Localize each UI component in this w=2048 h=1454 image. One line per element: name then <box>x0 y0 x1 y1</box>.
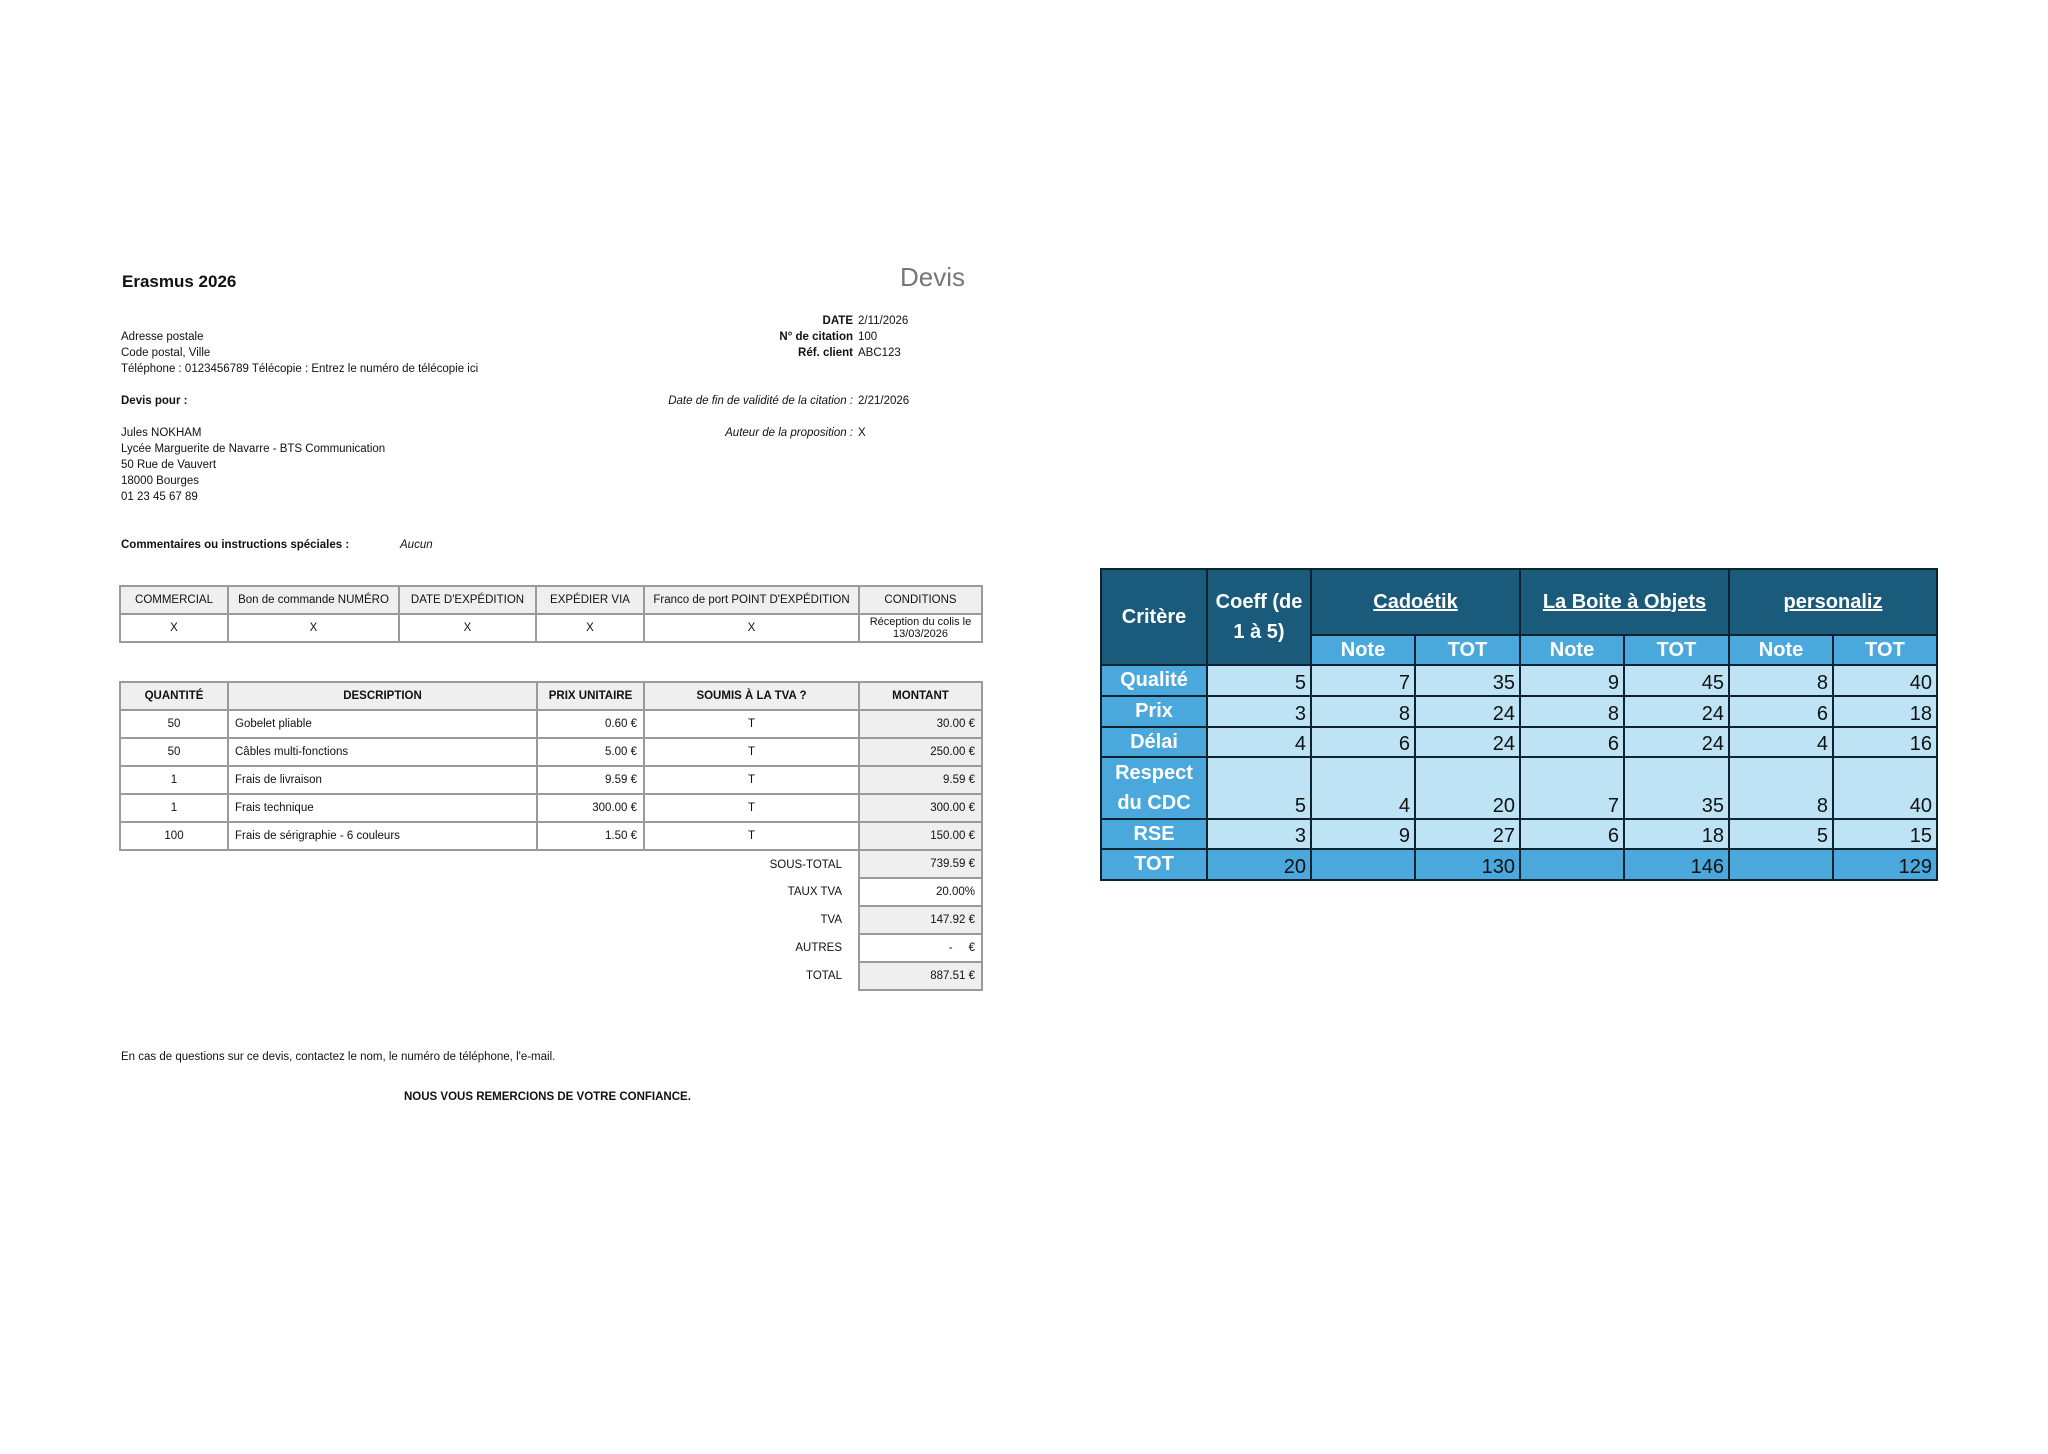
coeff-cell: 20 <box>1207 849 1311 880</box>
tax-value: 147.92 € <box>859 906 982 934</box>
comparison-total-row <box>1101 849 1937 880</box>
item-row <box>120 738 982 766</box>
score-cell: 16 <box>1833 727 1937 757</box>
note-header: Note <box>1311 635 1415 665</box>
score-cell: 40 <box>1833 757 1937 819</box>
score-cell: 7 <box>1520 757 1624 819</box>
coeff-header-line: Coeff (de <box>1215 591 1303 613</box>
shipping-value-row <box>120 614 982 642</box>
totals-row <box>120 962 982 990</box>
score-cell: 8 <box>1729 665 1833 696</box>
recipient-line: 18000 Bourges <box>121 475 200 487</box>
coeff-cell: 4 <box>1207 727 1311 757</box>
item-qty: 50 <box>120 738 228 766</box>
score-cell: 18 <box>1833 696 1937 727</box>
total-label: TOTAL <box>806 970 842 982</box>
score-cell: 40 <box>1833 665 1937 696</box>
supplier-name: La Boite à Objets <box>1542 590 1707 613</box>
shipping-header-cell: Bon de commande NUMÉRO <box>228 586 399 614</box>
supplier-header <box>1311 569 1520 635</box>
comparison-header-row <box>1101 569 1937 635</box>
item-qty: 100 <box>120 822 228 850</box>
item-unit-price: 300.00 € <box>537 794 644 822</box>
criterion-cell: Prix <box>1101 696 1207 727</box>
coeff-cell: 5 <box>1207 665 1311 696</box>
items-header-cell: QUANTITÉ <box>120 682 228 710</box>
score-cell: 6 <box>1729 696 1833 727</box>
date-label: DATE <box>822 315 853 327</box>
totals-row <box>120 934 982 962</box>
score-cell: 6 <box>1520 727 1624 757</box>
item-desc: Frais technique <box>228 794 537 822</box>
item-tva: T <box>644 794 859 822</box>
validity-label: Date de fin de validité de la citation : <box>668 395 853 407</box>
supplier-header <box>1520 569 1729 635</box>
shipping-header-cell: CONDITIONS <box>859 586 982 614</box>
shipping-table <box>119 585 983 643</box>
shipping-header-cell: COMMERCIAL <box>120 586 228 614</box>
score-cell: 35 <box>1415 665 1520 696</box>
address-line: Code postal, Ville <box>121 347 211 359</box>
shipping-header-cell: DATE D'EXPÉDITION <box>399 586 536 614</box>
item-desc: Frais de sérigraphie - 6 couleurs <box>228 822 537 850</box>
criterion-line: du CDC <box>1117 792 1191 814</box>
item-row <box>120 710 982 738</box>
document-title: Devis <box>900 262 966 292</box>
score-cell: 9 <box>1311 819 1415 849</box>
items-table <box>119 681 983 991</box>
coeff-header-line: 1 à 5) <box>1233 621 1285 643</box>
address-line: Adresse postale <box>121 331 204 343</box>
item-qty: 50 <box>120 710 228 738</box>
shipping-header-cell: EXPÉDIER VIA <box>536 586 644 614</box>
score-cell: 45 <box>1624 665 1729 696</box>
thanks-line: NOUS VOUS REMERCIONS DE VOTRE CONFIANCE. <box>404 1091 691 1103</box>
score-cell: 4 <box>1729 727 1833 757</box>
tax-rate-value: 20.00% <box>859 878 982 906</box>
company-name: Erasmus 2026 <box>122 272 237 291</box>
criterion-cell <box>1101 757 1207 819</box>
items-header-cell: MONTANT <box>859 682 982 710</box>
item-amount: 250.00 € <box>859 738 982 766</box>
shipping-header-cell: Franco de port POINT D'EXPÉDITION <box>644 586 859 614</box>
score-cell: 146 <box>1624 849 1729 880</box>
comparison-row <box>1101 819 1937 849</box>
recipient-line: 50 Rue de Vauvert <box>121 459 217 471</box>
meta-values <box>858 313 908 361</box>
totals-row <box>120 906 982 934</box>
item-unit-price: 5.00 € <box>537 738 644 766</box>
criterion-cell: Qualité <box>1101 665 1207 696</box>
score-cell: 8 <box>1520 696 1624 727</box>
score-cell <box>1311 849 1415 880</box>
score-cell: 24 <box>1415 696 1520 727</box>
item-desc: Gobelet pliable <box>228 710 537 738</box>
score-cell: 7 <box>1311 665 1415 696</box>
citation-value: 100 <box>858 331 878 343</box>
score-cell <box>1520 849 1624 880</box>
validity-value: 2/21/2026 <box>858 395 910 407</box>
score-cell: 35 <box>1624 757 1729 819</box>
recipient-block <box>121 425 385 505</box>
items-header-row <box>120 682 982 710</box>
item-desc: Frais de livraison <box>228 766 537 794</box>
item-amount: 300.00 € <box>859 794 982 822</box>
item-desc: Câbles multi-fonctions <box>228 738 537 766</box>
items-header-cell: PRIX UNITAIRE <box>537 682 644 710</box>
criterion-header: Critère <box>1101 569 1207 665</box>
item-tva: T <box>644 766 859 794</box>
item-row <box>120 794 982 822</box>
address-line: Téléphone : 0123456789 Télécopie : Entrez le numéro de télécopie ici <box>121 363 479 375</box>
citation-label: N° de citation <box>779 331 853 343</box>
item-row <box>120 822 982 850</box>
item-unit-price: 0.60 € <box>537 710 644 738</box>
recipient-line: Lycée Marguerite de Navarre - BTS Communication <box>121 443 386 455</box>
supplier-name: personaliz <box>1783 590 1883 613</box>
totals-row <box>120 878 982 906</box>
comments-label: Commentaires ou instructions spéciales : <box>121 539 350 551</box>
shipping-value-cell: X <box>120 614 228 642</box>
score-cell: 8 <box>1311 696 1415 727</box>
score-cell: 8 <box>1729 757 1833 819</box>
date-value: 2/11/2026 <box>858 315 909 327</box>
note-header: Note <box>1729 635 1833 665</box>
shipping-value-cell: X <box>228 614 399 642</box>
author-label: Auteur de la proposition : <box>725 427 853 439</box>
sender-address <box>121 329 478 377</box>
item-tva: T <box>644 738 859 766</box>
other-value: - € <box>859 934 982 962</box>
score-cell: 4 <box>1311 757 1415 819</box>
client-ref-value: ABC123 <box>858 347 901 359</box>
meta-labels <box>650 313 853 361</box>
items-header-cell: DESCRIPTION <box>228 682 537 710</box>
score-cell: 24 <box>1415 727 1520 757</box>
score-cell: 18 <box>1624 819 1729 849</box>
score-cell: 130 <box>1415 849 1520 880</box>
client-ref-label: Réf. client <box>798 347 853 359</box>
score-cell: 6 <box>1311 727 1415 757</box>
tot-header: TOT <box>1415 635 1520 665</box>
comparison-row <box>1101 757 1937 819</box>
comments-value: Aucun <box>400 539 433 551</box>
tax-label: TVA <box>820 914 842 926</box>
shipping-value-cell: X <box>536 614 644 642</box>
score-cell: 6 <box>1520 819 1624 849</box>
shipping-value-cell: X <box>644 614 859 642</box>
coeff-cell: 3 <box>1207 819 1311 849</box>
totals-row <box>120 850 982 878</box>
quote-for-label: Devis pour : <box>121 395 188 407</box>
item-qty: 1 <box>120 794 228 822</box>
shipping-conditions-cell: Réception du colis le 13/03/2026 <box>859 614 982 642</box>
tax-rate-label: TAUX TVA <box>787 886 842 898</box>
shipping-header-row <box>120 586 982 614</box>
quote-document <box>0 0 1000 1454</box>
comparison-row <box>1101 665 1937 696</box>
tot-header: TOT <box>1833 635 1937 665</box>
item-row <box>120 766 982 794</box>
item-unit-price: 9.59 € <box>537 766 644 794</box>
score-cell: 20 <box>1415 757 1520 819</box>
supplier-comparison-table <box>1100 568 1938 881</box>
score-cell: 9 <box>1520 665 1624 696</box>
score-cell <box>1729 849 1833 880</box>
item-amount: 150.00 € <box>859 822 982 850</box>
supplier-name: Cadoétik <box>1373 590 1458 613</box>
subtotal-label: SOUS-TOTAL <box>769 858 842 871</box>
item-amount: 30.00 € <box>859 710 982 738</box>
note-header: Note <box>1520 635 1624 665</box>
shipping-value-cell: X <box>399 614 536 642</box>
supplier-header <box>1729 569 1937 635</box>
criterion-cell: TOT <box>1101 849 1207 880</box>
item-tva: T <box>644 822 859 850</box>
recipient-line: Jules NOKHAM <box>121 427 202 439</box>
coeff-cell: 5 <box>1207 757 1311 819</box>
subtotal-value: 739.59 € <box>859 850 982 878</box>
score-cell: 27 <box>1415 819 1520 849</box>
author-value: X <box>858 427 866 439</box>
coeff-header <box>1207 569 1311 665</box>
contact-note: En cas de questions sur ce devis, contactez le nom, le numéro de téléphone, l'e-mail. <box>121 1051 556 1063</box>
item-qty: 1 <box>120 766 228 794</box>
score-cell: 129 <box>1833 849 1937 880</box>
score-cell: 15 <box>1833 819 1937 849</box>
criterion-cell: RSE <box>1101 819 1207 849</box>
item-unit-price: 1.50 € <box>537 822 644 850</box>
other-label: AUTRES <box>795 942 842 954</box>
score-cell: 24 <box>1624 727 1729 757</box>
score-cell: 5 <box>1729 819 1833 849</box>
criterion-cell: Délai <box>1101 727 1207 757</box>
total-value: 887.51 € <box>859 962 982 990</box>
score-cell: 24 <box>1624 696 1729 727</box>
item-amount: 9.59 € <box>859 766 982 794</box>
recipient-line: 01 23 45 67 89 <box>121 491 198 503</box>
tot-header: TOT <box>1624 635 1729 665</box>
item-tva: T <box>644 710 859 738</box>
comparison-row <box>1101 727 1937 757</box>
criterion-line: Respect <box>1115 762 1193 784</box>
coeff-cell: 3 <box>1207 696 1311 727</box>
comparison-row <box>1101 696 1937 727</box>
items-header-cell: SOUMIS À LA TVA ? <box>644 682 859 710</box>
